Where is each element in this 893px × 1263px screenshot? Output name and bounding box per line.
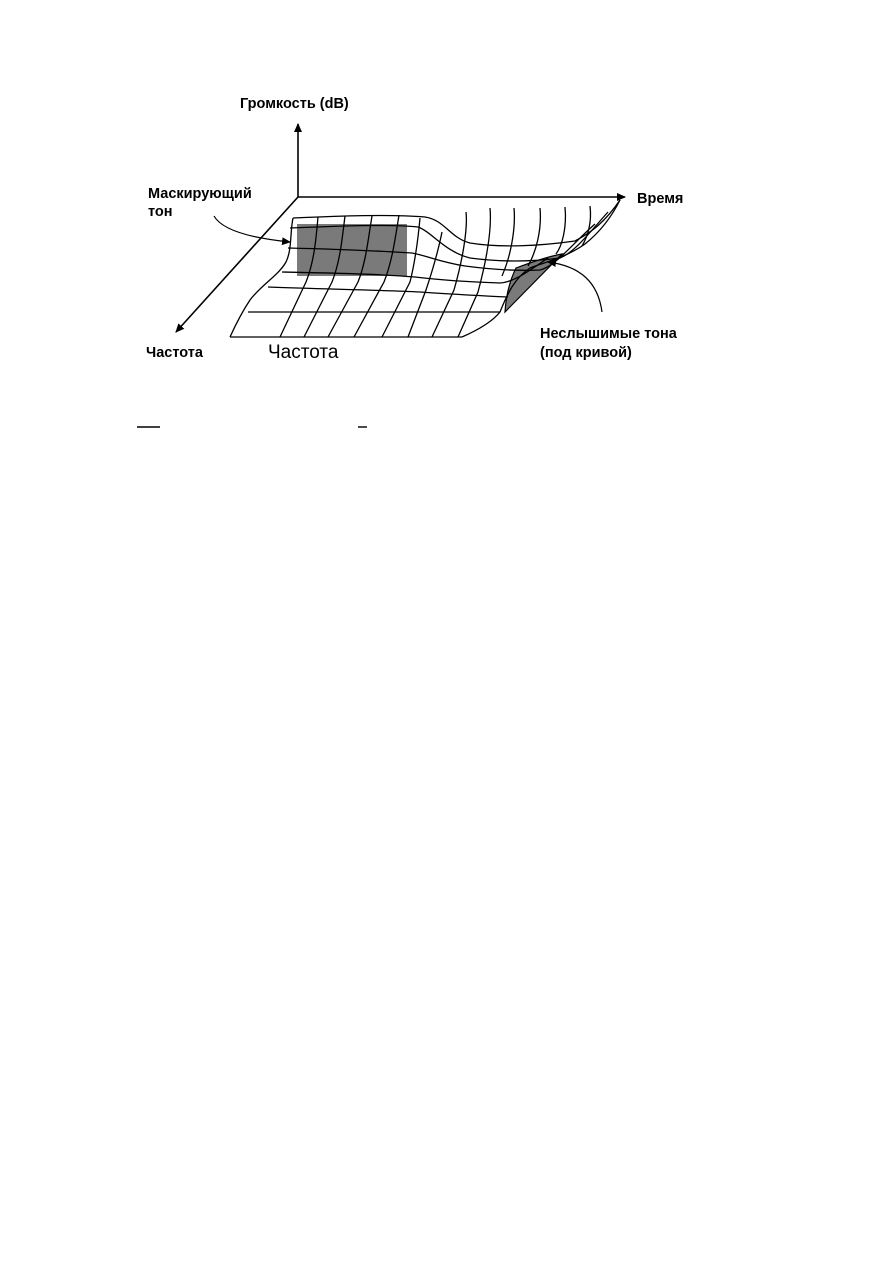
masking-tone-label-line1: Маскирующий bbox=[148, 186, 252, 202]
time-axis-label: Время bbox=[637, 191, 684, 207]
surface-row bbox=[268, 287, 508, 297]
inaudible-tones-label-line1: Неслышимые тона bbox=[540, 326, 677, 342]
loudness-axis-label: Громкость (dB) bbox=[240, 96, 349, 112]
masking-tone-label-line2: тон bbox=[148, 204, 173, 220]
surface-column bbox=[528, 208, 540, 266]
frequency-axis-label-bold: Частота bbox=[146, 345, 203, 361]
surface-column bbox=[502, 208, 514, 276]
frequency-axis-label-plain: Частота bbox=[268, 342, 339, 363]
inaudible-tones-label-line2: (под кривой) bbox=[540, 345, 632, 361]
inaudible-tones-leader bbox=[548, 262, 602, 312]
surface-left-edge bbox=[230, 218, 293, 337]
surface-column bbox=[556, 207, 565, 254]
surface-wireframe bbox=[230, 200, 620, 337]
masking-tone-leader bbox=[214, 216, 290, 242]
surface-column bbox=[408, 232, 442, 337]
surface-column bbox=[458, 208, 490, 337]
